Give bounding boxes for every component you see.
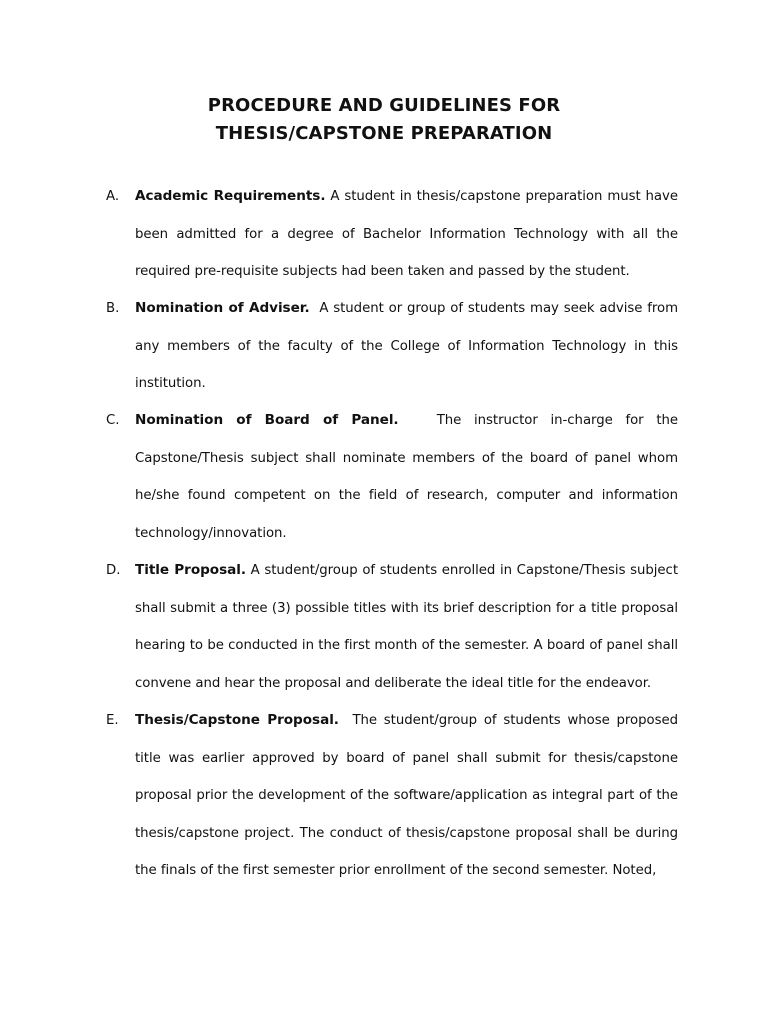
section-marker: B. bbox=[106, 301, 120, 316]
section-text: A student/group of students enrolled in Capstone/Thesis subject shall submit a three (3) possible titles with its brief description for a title proposal hearing to be conducted in the first month of the semester. A board of panel shall convene and hear the proposal and deliberate the ideal title for the endeavor. bbox=[135, 563, 678, 691]
section-paragraph bbox=[135, 552, 678, 702]
section-heading: Title Proposal. bbox=[135, 562, 246, 578]
section-paragraph bbox=[135, 178, 678, 291]
document-title-line-1: PROCEDURE AND GUIDELINES FOR bbox=[207, 95, 561, 116]
section-marker: C. bbox=[106, 413, 120, 428]
section-heading: Nomination of Adviser. bbox=[135, 300, 310, 316]
document-title-line-2: THESIS/CAPSTONE PREPARATION bbox=[215, 123, 553, 144]
section-marker: A. bbox=[106, 189, 120, 204]
section-heading: Nomination of Board of Panel. bbox=[135, 412, 399, 428]
section-text: A student or group of students may seek advise from any members of the faculty of the College of Information Technology in this institution. bbox=[135, 301, 678, 391]
section-paragraph bbox=[135, 290, 678, 403]
section-text: The instructor in-charge for the Capstone/Thesis subject shall nominate members of the board of panel whom he/she found competent on the field of research, computer and information technology/innovation. bbox=[135, 413, 678, 541]
section-heading: Thesis/Capstone Proposal. bbox=[135, 712, 339, 728]
section-text: The student/group of students whose proposed title was earlier approved by board of panel shall submit for thesis/capstone proposal prior the development of the software/application as integral part of the thesis/capstone project. The conduct of thesis/capstone proposal shall be during the finals of the first semester prior enrollment of the second semester. Noted, bbox=[135, 713, 678, 878]
section-text: A student in thesis/capstone preparation must have been admitted for a degree of Bachelor Information Technology with all the required pre-requisite subjects had been taken and passed by the student. bbox=[135, 189, 678, 279]
section-marker: E. bbox=[106, 713, 119, 728]
section-paragraph bbox=[135, 702, 678, 890]
section-heading: Academic Requirements. bbox=[135, 188, 326, 204]
section-paragraph bbox=[135, 402, 678, 552]
section-marker: D. bbox=[106, 563, 121, 578]
